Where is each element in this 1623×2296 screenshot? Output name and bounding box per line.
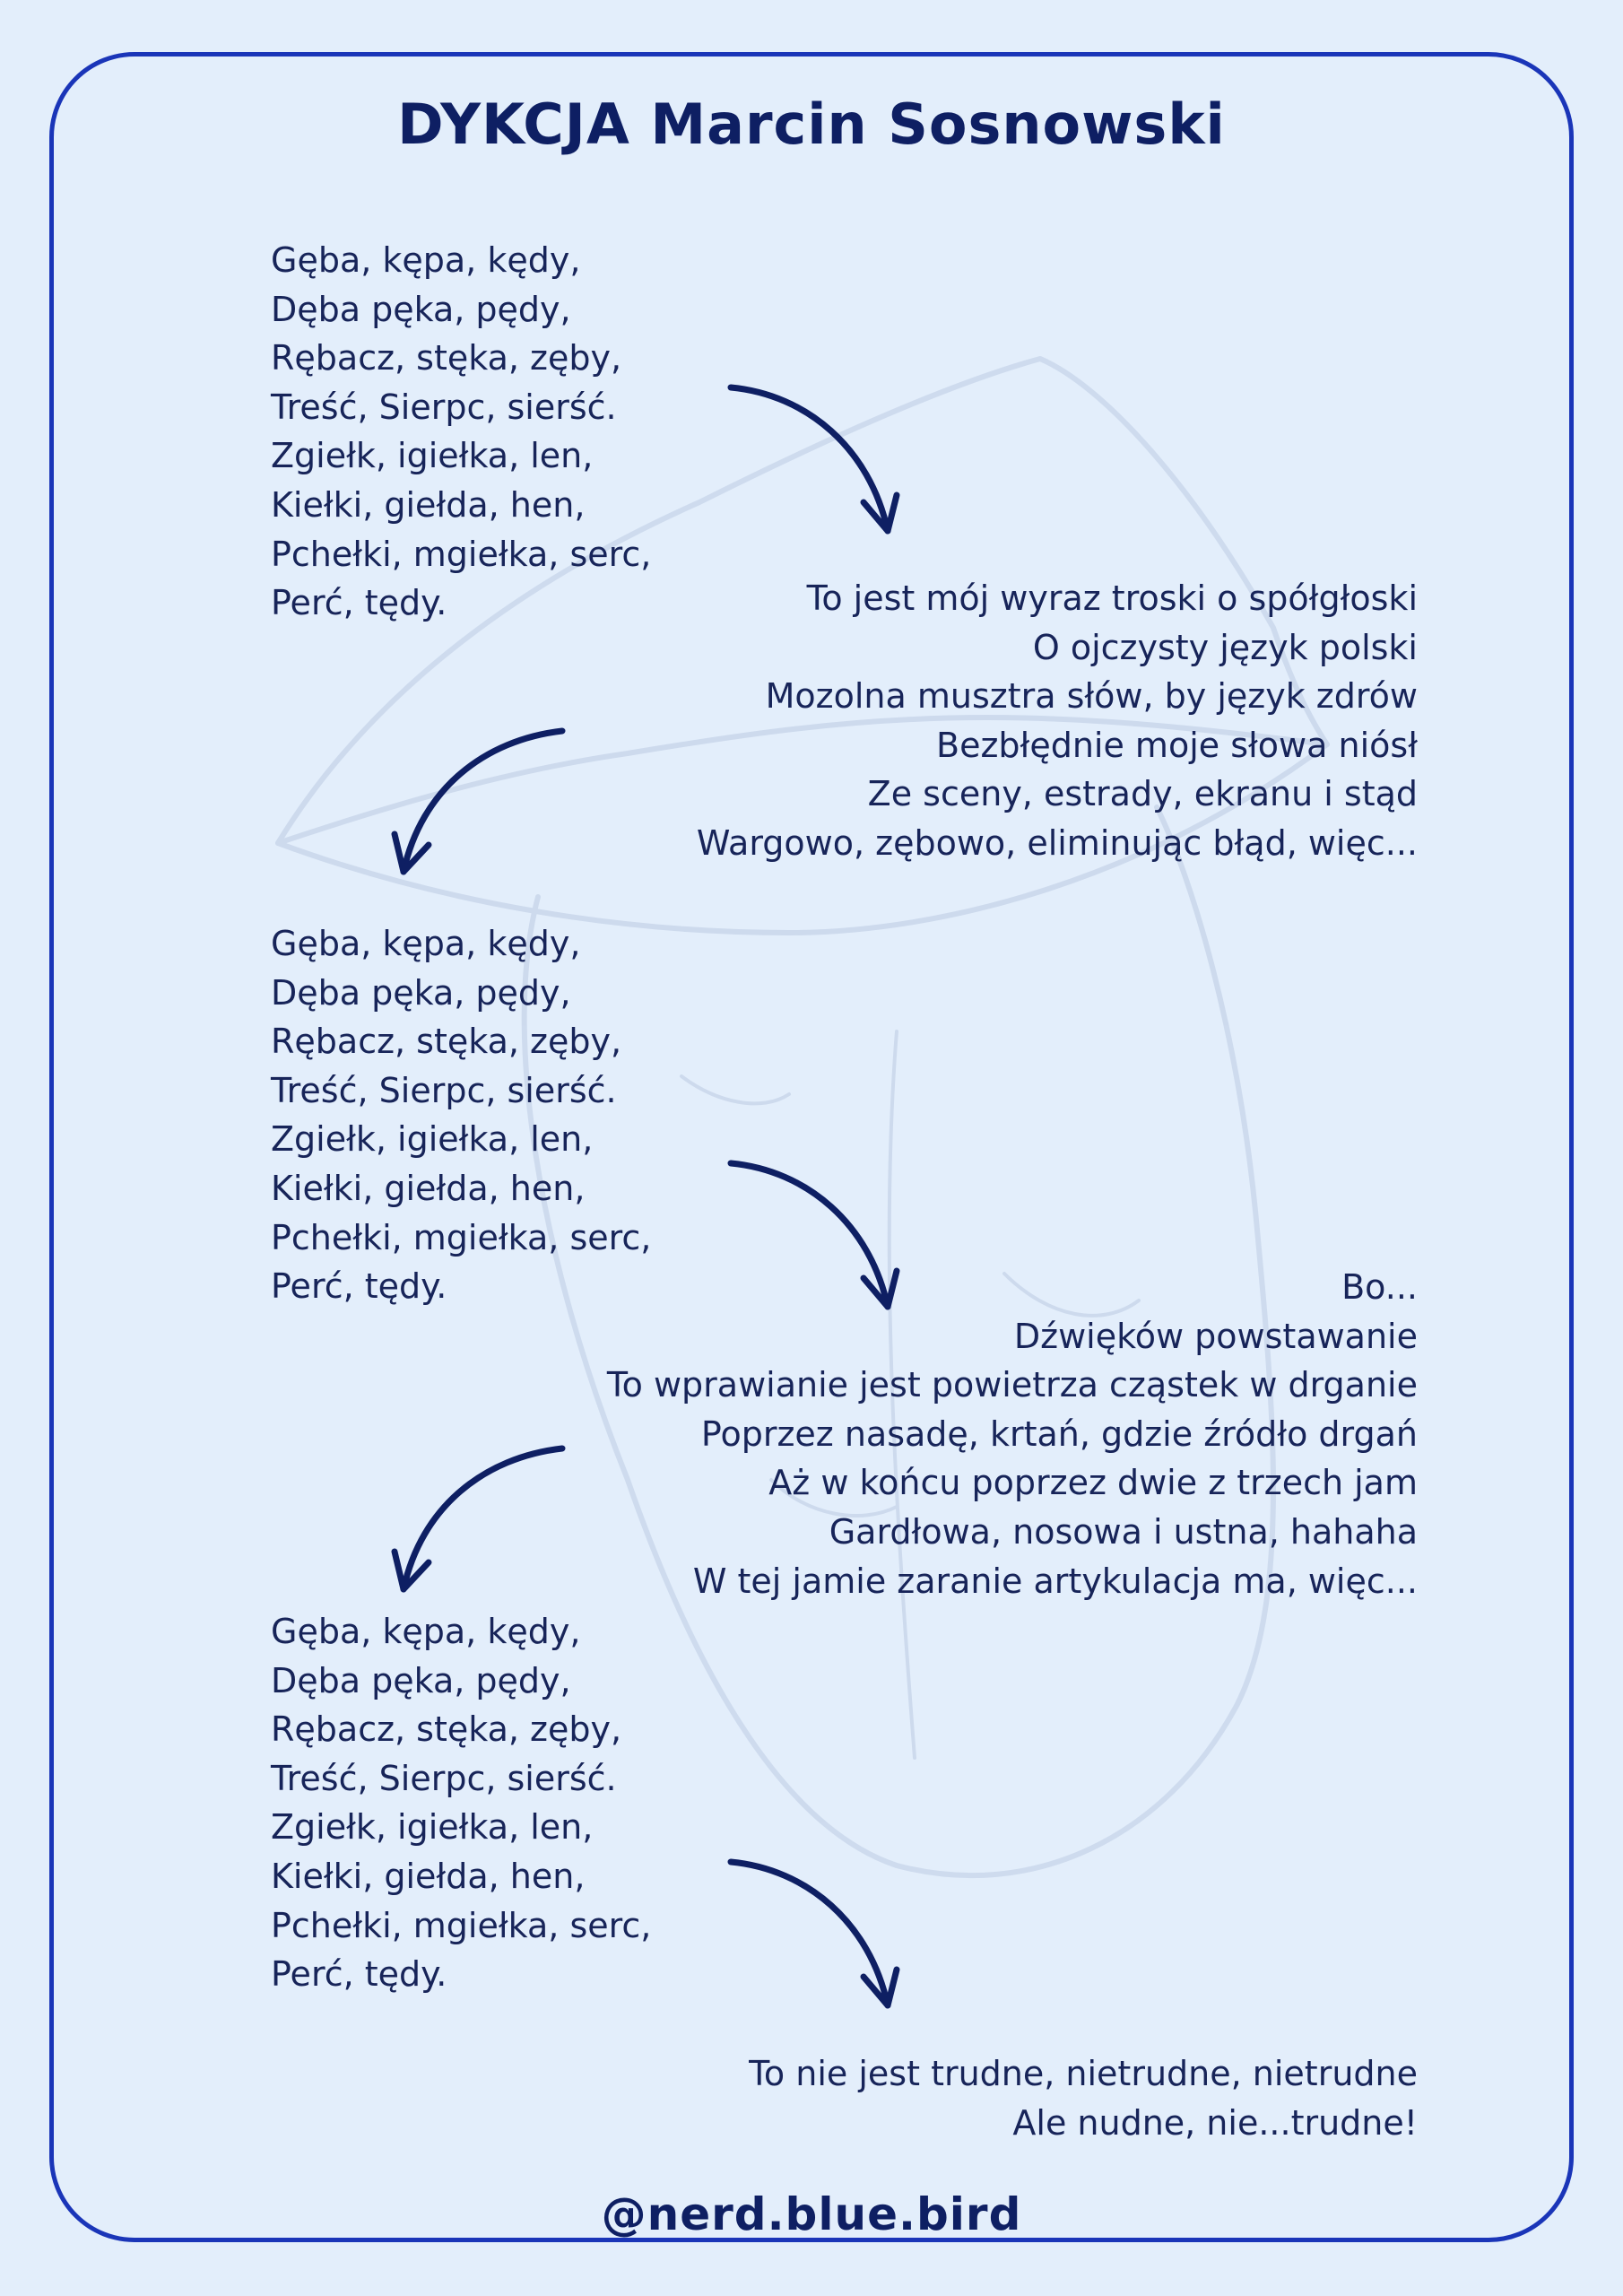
author-handle: @nerd.blue.bird (601, 2188, 1022, 2240)
stanza-line: Aż w końcu poprzez dwie z trzech jam (768, 1463, 1418, 1503)
stanza-line: Bezbłędnie moje słowa niósł (936, 725, 1418, 765)
stanza-line: Perć, tędy. (271, 583, 447, 623)
stanza-line: Treść, Sierpc, sierść. (271, 387, 617, 427)
stanza-line: Dęba pęka, pędy, (271, 972, 571, 1013)
stanza-line: Gardłowa, nosowa i ustna, hahaha (829, 1511, 1418, 1552)
stanza-line: Kiełki, giełda, hen, (271, 1168, 586, 1208)
stanza-line: To nie jest trudne, nietrudne, nietrudne (749, 2054, 1418, 2093)
stanza-line: Gęba, kępa, kędy, (271, 924, 581, 963)
stanza-line: Pchełki, mgiełka, serc, (271, 1905, 652, 1945)
stanza-line: Rębacz, stęka, zęby, (271, 1709, 622, 1750)
stanza-line: Rębacz, stęka, zęby, (271, 1022, 622, 1062)
stanza-line: Ze sceny, estrady, ekranu i stąd (867, 774, 1418, 814)
stanza-line: Kiełki, giełda, hen, (271, 484, 586, 525)
stanza-line: Pchełki, mgiełka, serc, (271, 534, 652, 574)
arrow-left-down-icon (395, 731, 562, 872)
stanza-line: Zgiełk, igiełka, len, (271, 1119, 594, 1160)
stanza-line: Dęba pęka, pędy, (271, 289, 571, 329)
arrow-right-down-icon (731, 1862, 897, 2005)
stanza-line: Dęba pęka, pędy, (271, 1660, 571, 1700)
stanza-line: Bo... (1341, 1267, 1418, 1307)
stanza-line: Perć, tędy. (271, 1954, 447, 1995)
arrow-left-down-icon (395, 1448, 562, 1589)
stanza-line: O ojczysty język polski (1032, 627, 1418, 667)
stanza-line: To wprawianie jest powietrza cząstek w drganie (606, 1365, 1418, 1405)
stanza-line: Mozolna musztra słów, by język zdrów (765, 676, 1418, 717)
stanza-line: Treść, Sierpc, sierść. (271, 1070, 617, 1110)
stanza-line: To jest mój wyraz troski o spółgłoski (806, 578, 1418, 618)
arrow-right-down-icon (731, 387, 897, 531)
stanza-line: W tej jamie zaranie artykulacja ma, więc... (692, 1561, 1418, 1601)
stanza-line: Ale nudne, nie...trudne! (1012, 2102, 1418, 2143)
stanza-line: Perć, tędy. (271, 1266, 447, 1307)
stanza-line: Gęba, kępa, kędy, (271, 240, 581, 280)
stanza-line: Treść, Sierpc, sierść. (271, 1758, 617, 1798)
stanza-line: Pchełki, mgiełka, serc, (271, 1217, 652, 1257)
stanza-line: Dźwięków powstawanie (1013, 1316, 1418, 1356)
stanza-line: Kiełki, giełda, hen, (271, 1856, 586, 1896)
stanza-line: Wargowo, zębowo, eliminując błąd, więc... (696, 822, 1418, 863)
page-title: DYKCJA Marcin Sosnowski (397, 91, 1226, 157)
stanza-line: Zgiełk, igiełka, len, (271, 1807, 594, 1848)
stanza-line: Zgiełk, igiełka, len, (271, 436, 594, 476)
stanza-line: Rębacz, stęka, zęby, (271, 338, 622, 378)
arrow-right-down-icon (731, 1163, 897, 1307)
stanza-line: Poprzez nasadę, krtań, gdzie źródło drgań (700, 1413, 1418, 1454)
stanza-line: Gęba, kępa, kędy, (271, 1612, 581, 1651)
